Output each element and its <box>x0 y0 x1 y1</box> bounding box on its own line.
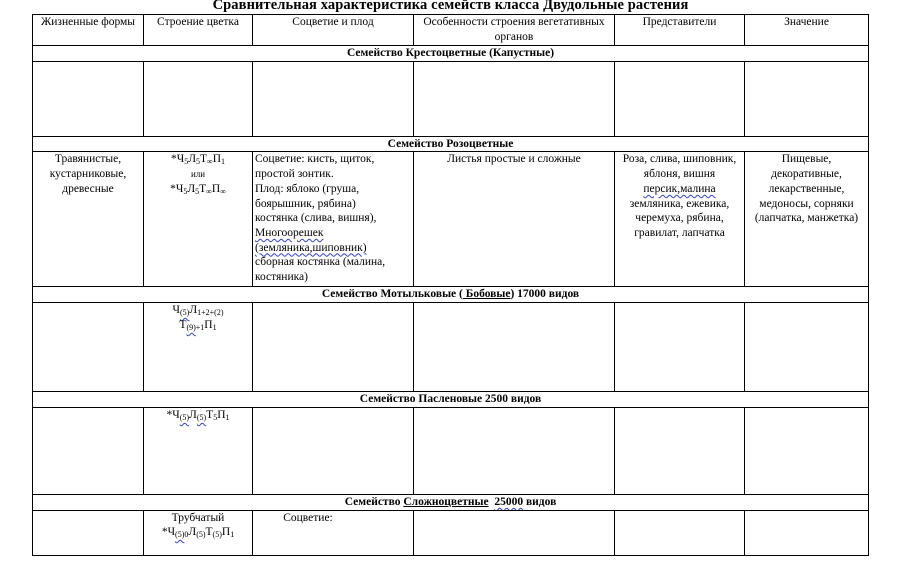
cell-vegetative <box>414 61 615 136</box>
family-row-fabaceae <box>33 287 869 303</box>
flower-formula: $*Ч_{(5)0}Л_{(5)}Т_{(5)}П_1$ <box>161 526 235 540</box>
cell-life-forms <box>33 510 144 555</box>
cell-life-forms <box>33 61 144 136</box>
cell-life-forms <box>33 303 144 392</box>
cell-significance <box>745 61 869 136</box>
cell-vegetative <box>414 407 615 494</box>
header-life-forms: Жизненные формы <box>33 15 144 46</box>
cell-inflorescence <box>253 407 414 494</box>
family-row-rosaceae <box>33 136 869 152</box>
cell-significance <box>745 510 869 555</box>
cell-representatives <box>615 407 745 494</box>
formula-or: или <box>190 169 206 180</box>
page-title: Сравнительная характеристика семейств класса Двудольные растения <box>212 0 689 13</box>
header-row <box>33 15 869 46</box>
family-title: Семейство Мотыльковые ( Бобовые) 17000 видов <box>33 287 869 303</box>
cell-representatives <box>615 510 745 555</box>
cell-inflorescence <box>253 61 414 136</box>
flower-formula: $Ч_{(5)}Л_{1+2+(2)}$ $Т_{(9)+1}П_1$ <box>172 304 224 332</box>
family-title: Семейство Пасленовые 2500 видов <box>33 392 869 408</box>
cell-vegetative <box>414 510 615 555</box>
table-row <box>33 303 869 392</box>
cell-flower <box>144 303 253 392</box>
cell-vegetative <box>414 303 615 392</box>
cell-flower <box>144 61 253 136</box>
cell-flower <box>144 407 253 494</box>
cell-vegetative: Листья простые и сложные <box>414 152 615 287</box>
family-row-asteraceae <box>33 494 869 510</box>
cell-life-forms <box>33 407 144 494</box>
cell-inflorescence <box>253 303 414 392</box>
flower-type: Трубчатый <box>171 511 225 524</box>
family-row-solanaceae <box>33 392 869 408</box>
family-title: Семейство Сложноцветные 25000 видов <box>33 494 869 510</box>
flower-formula: $*Ч_5Л_5Т_\infty П_1$ <box>170 153 226 167</box>
table-row <box>33 152 869 287</box>
table-row <box>33 61 869 136</box>
cell-life-forms: Травянистые, кустарниковые, древесные <box>33 152 144 287</box>
header-significance: Значение <box>745 15 869 46</box>
flower-formula: $*Ч_{(5)}Л_{(5)}Т_5П_1$ <box>166 408 230 422</box>
cell-flower <box>144 152 253 287</box>
cell-flower <box>144 510 253 555</box>
cell-inflorescence: Соцветие: <box>253 510 414 555</box>
cell-representatives <box>615 61 745 136</box>
table-row <box>33 510 869 555</box>
cell-significance: Пищевые, декоративные, лекарственные, медоносы, сорняки (лапчатка, манжетка) <box>745 152 869 287</box>
family-title: Семейство Розоцветные <box>33 136 869 152</box>
cell-inflorescence: Соцветие: кисть, щиток, простой зонтик. Плод: яблоко (груша, боярышник, рябина) костянка (слива, вишня), Многоорешек (земляника,шиповник) сборная костянка (малина, костяника) <box>253 152 414 287</box>
header-representatives: Представители <box>615 15 745 46</box>
cell-representatives <box>615 303 745 392</box>
table-row <box>33 407 869 494</box>
header-inflorescence-fruit: Соцветие и плод <box>253 15 414 46</box>
header-flower-structure: Строение цветка <box>144 15 253 46</box>
family-row-cruciferae <box>33 46 869 62</box>
family-title: Семейство Крестоцветные (Капустные) <box>33 46 869 62</box>
header-vegetative-organs: Особенности строения вегетативных органов <box>414 15 615 46</box>
cell-significance <box>745 303 869 392</box>
flower-formula: $*Ч_5Л_5Т_\infty П_\infty$ <box>170 182 226 196</box>
cell-significance <box>745 407 869 494</box>
cell-representatives: Роза, слива, шиповник, яблоня, вишня персик,малина земляника, ежевика, черемуха, рябина, гравилат, лапчатка <box>615 152 745 287</box>
comparison-table <box>32 14 869 556</box>
